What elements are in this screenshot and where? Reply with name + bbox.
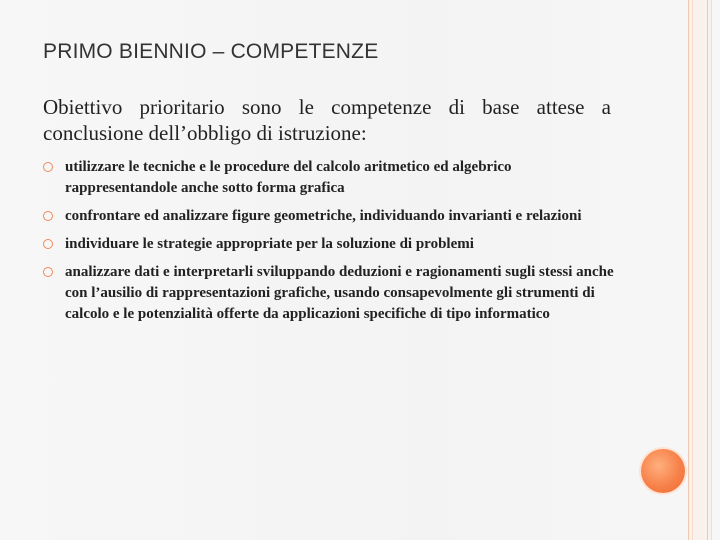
decorative-line xyxy=(692,0,693,540)
bullet-circle-icon xyxy=(43,239,53,249)
bullet-circle-icon xyxy=(43,211,53,221)
intro-paragraph: Obiettivo prioritario sono le competenze di base attese a conclusione dell’obbligo di istruzione: xyxy=(43,95,611,145)
bullet-item xyxy=(43,262,623,325)
bullet-text: analizzare dati e interpretarli sviluppando deduzioni e ragionamenti sugli stessi anche con l’ausilio di rappresentazioni grafiche, usando consapevolmente gli strumenti di calcolo e le potenzialità offerte da applicazioni specifiche di tipo informatico xyxy=(65,264,614,322)
bullet-circle-icon xyxy=(43,162,53,172)
decorative-line xyxy=(711,0,712,540)
bullet-item xyxy=(43,234,623,255)
bullet-item xyxy=(43,157,621,199)
decorative-line xyxy=(688,0,689,540)
bullet-text: confrontare ed analizzare figure geometriche, individuando invarianti e relazioni xyxy=(65,208,582,224)
bullet-list xyxy=(43,157,623,332)
decorative-circle xyxy=(641,449,685,493)
bullet-text: utilizzare le tecniche e le procedure del calcolo aritmetico ed algebrico rappresentandole anche sotto forma grafica xyxy=(65,159,512,196)
bullet-text: individuare le strategie appropriate per la soluzione di problemi xyxy=(65,236,474,252)
decorative-line xyxy=(707,0,708,540)
bullet-item xyxy=(43,206,623,227)
slide-title: PRIMO BIENNIO – COMPETENZE xyxy=(43,40,379,63)
bullet-circle-icon xyxy=(43,267,53,277)
